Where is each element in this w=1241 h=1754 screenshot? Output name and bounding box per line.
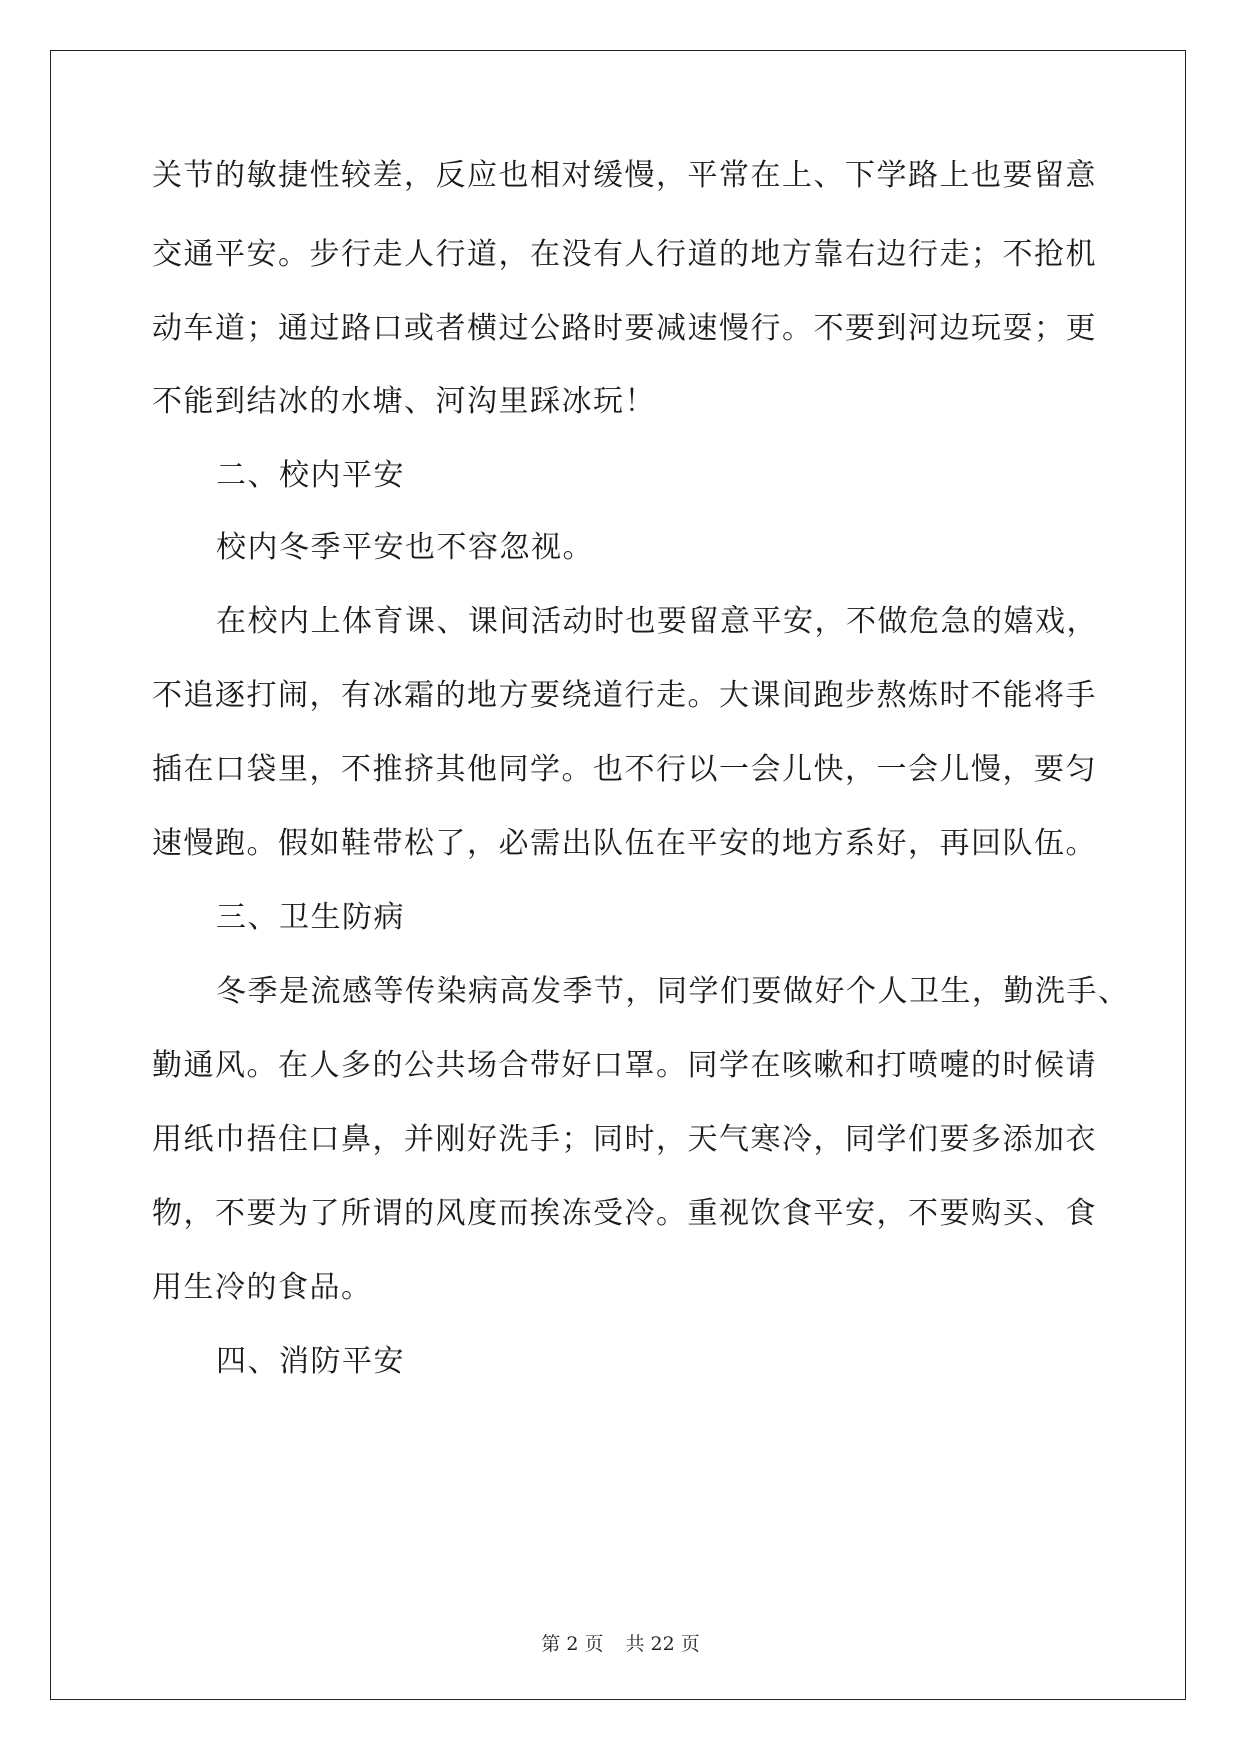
body-line: 物，不要为了所谓的风度而挨冻受冷。重视饮食平安，不要购买、食 xyxy=(152,1196,1097,1231)
page-total: 共 22 页 xyxy=(625,1633,700,1655)
body-line: 在校内上体育课、课间活动时也要留意平安，不做危急的嬉戏， xyxy=(216,604,1098,639)
body-line: 勤通风。在人多的公共场合带好口罩。同学在咳嗽和打喷嚏的时候请 xyxy=(152,1048,1097,1083)
body-line: 关节的敏捷性较差，反应也相对缓慢，平常在上、下学路上也要留意 xyxy=(152,158,1097,193)
page-footer xyxy=(0,1629,1241,1656)
body-line: 插在口袋里，不推挤其他同学。也不行以一会儿快，一会儿慢，要匀 xyxy=(152,752,1097,787)
body-line: 不追逐打闹，有冰霜的地方要绕道行走。大课间跑步熬炼时不能将手 xyxy=(152,678,1097,713)
body-line: 用生冷的食品。 xyxy=(152,1270,373,1305)
body-line: 动车道；通过路口或者横过公路时要减速慢行。不要到河边玩耍；更 xyxy=(152,311,1097,346)
section-heading: 二、校内平安 xyxy=(216,458,405,493)
body-line: 校内冬季平安也不容忽视。 xyxy=(216,530,594,565)
page-number: 第 2 页 xyxy=(541,1633,604,1655)
body-line: 用纸巾捂住口鼻，并刚好洗手；同时，天气寒冷，同学们要多添加衣 xyxy=(152,1122,1097,1157)
section-heading: 四、消防平安 xyxy=(216,1344,405,1379)
body-line: 不能到结冰的水塘、河沟里踩冰玩！ xyxy=(152,384,656,419)
page-border xyxy=(50,50,1186,1700)
body-line: 速慢跑。假如鞋带松了，必需出队伍在平安的地方系好，再回队伍。 xyxy=(152,826,1097,861)
body-line: 交通平安。步行走人行道，在没有人行道的地方靠右边行走；不抢机 xyxy=(152,237,1097,272)
section-heading: 三、卫生防病 xyxy=(216,900,405,935)
body-line: 冬季是流感等传染病高发季节，同学们要做好个人卫生，勤洗手、 xyxy=(216,974,1130,1009)
